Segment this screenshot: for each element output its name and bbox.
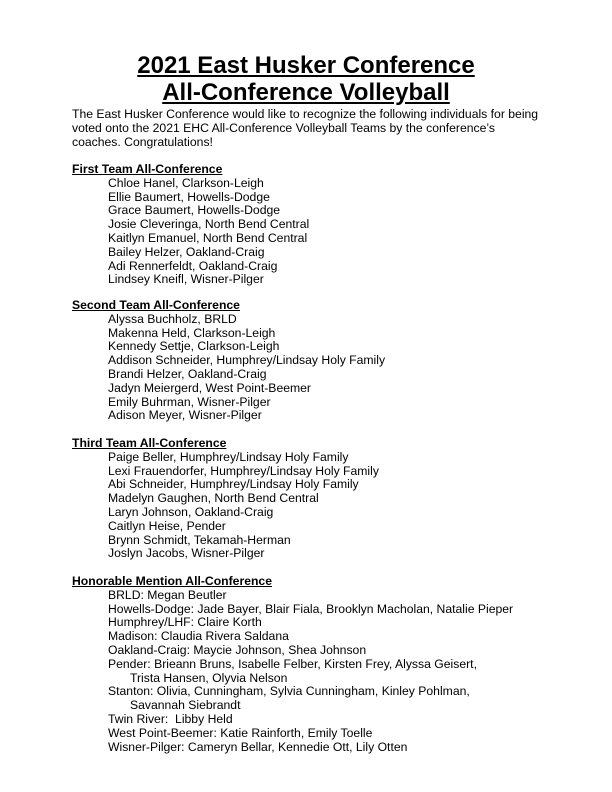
list-item: Oakland-Craig: Maycie Johnson, Shea Johnson <box>108 642 367 657</box>
title-line-2: All-Conference Volleyball <box>162 79 450 106</box>
second-team-heading: Second Team All-Conference <box>72 298 240 312</box>
list-item: Howells-Dodge: Jade Bayer, Blair Fiala, Brooklyn Macholan, Natalie Pieper <box>108 601 514 616</box>
list-item: Humphrey/LHF: Claire Korth <box>108 615 262 630</box>
first-team-list <box>72 177 552 287</box>
second-team-section <box>72 299 552 423</box>
list-item: Adi Rennerfeldt, Oakland-Craig <box>108 258 278 273</box>
pender-line-2: Trista Hansen, Olyvia Nelson <box>130 670 288 685</box>
list-item: Paige Beller, Humphrey/Lindsay Holy Family <box>108 449 349 464</box>
list-item: Kaitlyn Emanuel, North Bend Central <box>108 230 308 245</box>
honorable-mention-heading: Honorable Mention All-Conference <box>72 574 272 588</box>
list-item: Twin River: Libby Held <box>108 711 233 726</box>
intro-paragraph: The East Husker Conference would like to recognize the following individuals for being voted onto the 2021 EHC All-Conference Volleyball Teams by the conference’s coaches. Congratulations! <box>72 107 539 149</box>
list-item: Abi Schneider, Humphrey/Lindsay Holy Family <box>108 477 359 492</box>
third-team-heading: Third Team All-Conference <box>72 436 227 450</box>
stanton-line-1: Stanton: Olivia, Cunningham, Sylvia Cunningham, Kinley Pohlman, <box>108 684 470 699</box>
list-item: Kennedy Settje, Clarkson-Leigh <box>108 339 280 354</box>
list-item <box>108 685 552 713</box>
list-item: Chloe Hanel, Clarkson-Leigh <box>108 175 264 190</box>
list-item: Laryn Johnson, Oakland-Craig <box>108 504 274 519</box>
stanton-line-2: Savannah Siebrandt <box>130 698 241 713</box>
list-item: Brandi Helzer, Oakland-Craig <box>108 366 267 381</box>
list-item: Wisner-Pilger: Cameryn Bellar, Kennedie Ott, Lily Otten <box>108 739 408 754</box>
list-item: Josie Cleveringa, North Bend Central <box>108 217 310 232</box>
pender-line-1: Pender: Brieann Bruns, Isabelle Felber, Kirsten Frey, Alyssa Geisert, <box>108 656 477 671</box>
list-item: Lexi Frauendorfer, Humphrey/Lindsay Holy Family <box>108 463 379 478</box>
list-item: Ellie Baumert, Howells-Dodge <box>108 189 270 204</box>
third-team-list <box>72 451 552 561</box>
honorable-mention-section <box>72 575 552 754</box>
list-item: Grace Baumert, Howells-Dodge <box>108 203 281 218</box>
list-item: Lindsey Kneifl, Wisner-Pilger <box>108 272 264 287</box>
second-team-list <box>72 313 552 423</box>
list-item: Emily Buhrman, Wisner-Pilger <box>108 394 271 409</box>
list-item: Adison Meyer, Wisner-Pilger <box>108 408 262 423</box>
list-item: West Point-Beemer: Katie Rainforth, Emily Toelle <box>108 725 373 740</box>
title-line-1: 2021 East Husker Conference <box>137 52 475 79</box>
list-item: Bailey Helzer, Oakland-Craig <box>108 244 265 259</box>
honorable-mention-list <box>72 589 552 755</box>
list-item: Madelyn Gaughen, North Bend Central <box>108 491 319 506</box>
list-item: Jadyn Meiergerd, West Point-Beemer <box>108 380 311 395</box>
list-item <box>108 658 552 686</box>
list-item: Madison: Claudia Rivera Saldana <box>108 629 289 644</box>
list-item: Joslyn Jacobs, Wisner-Pilger <box>108 546 265 561</box>
first-team-section <box>72 163 552 287</box>
list-item: Alyssa Buchholz, BRLD <box>108 311 237 326</box>
list-item: Makenna Held, Clarkson-Leigh <box>108 325 276 340</box>
list-item: BRLD: Megan Beutler <box>108 587 227 602</box>
list-item: Caitlyn Heise, Pender <box>108 518 226 533</box>
first-team-heading: First Team All-Conference <box>72 162 223 176</box>
third-team-section <box>72 437 552 561</box>
list-item: Addison Schneider, Humphrey/Lindsay Holy Family <box>108 353 386 368</box>
list-item: Brynn Schmidt, Tekamah-Herman <box>108 532 291 547</box>
